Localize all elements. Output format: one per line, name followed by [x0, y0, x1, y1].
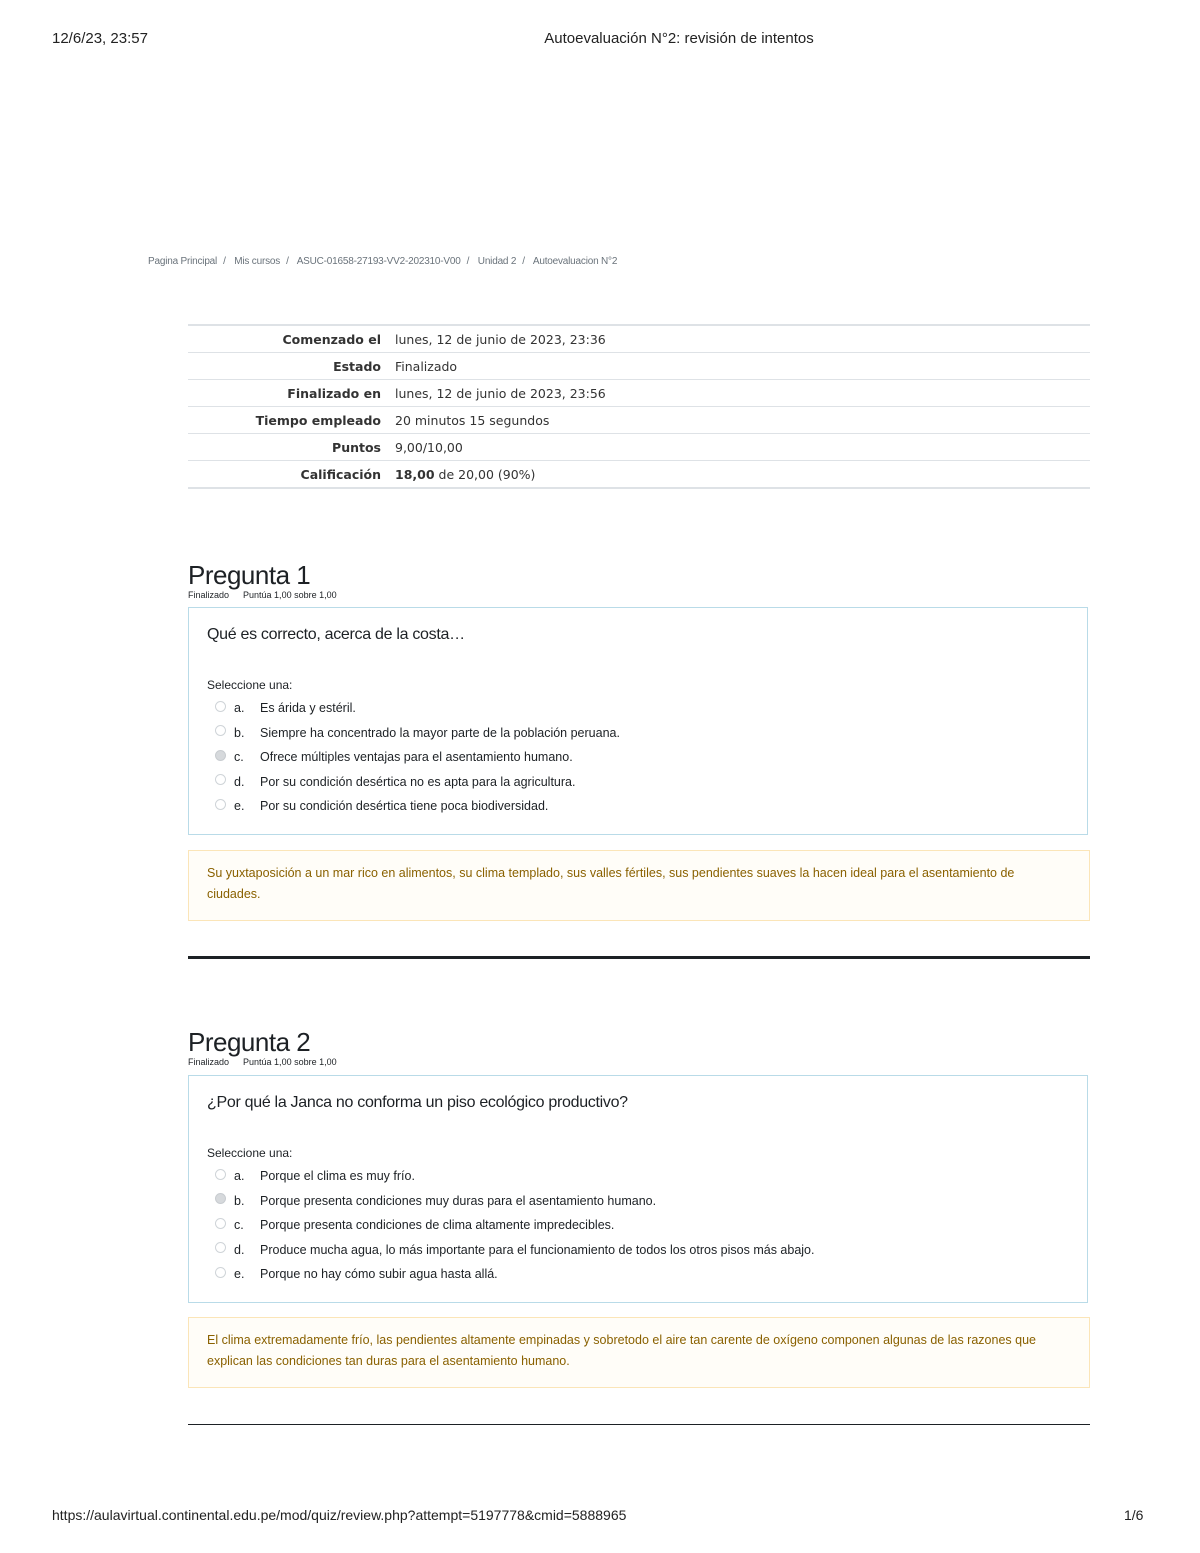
option-text: Porque presenta condiciones muy duras para el asentamiento humano. — [260, 1193, 657, 1208]
breadcrumb-quiz[interactable]: Autoevaluacion N°2 — [532, 256, 618, 267]
radio-button-selected[interactable] — [215, 750, 226, 761]
option-text: Porque presenta condiciones de clima altamente impredecibles. — [260, 1218, 615, 1233]
summary-row-time — [188, 407, 1090, 434]
breadcrumb-course[interactable]: ASUC-01658-27193-VV2-202310-V00 — [296, 256, 461, 267]
summary-label: Puntos — [332, 440, 381, 455]
breadcrumb-my-courses[interactable]: Mis cursos — [234, 256, 281, 267]
answer-option[interactable] — [215, 1238, 1087, 1263]
question-2-content — [188, 1075, 1088, 1303]
question-status: Finalizado — [188, 590, 230, 600]
question-info — [188, 590, 337, 600]
radio-button[interactable] — [215, 774, 226, 785]
summary-row-points — [188, 434, 1090, 461]
grade-value: 18,00 — [395, 467, 435, 482]
option-text: Porque el clima es muy frío. — [260, 1169, 415, 1184]
breadcrumb-unit[interactable]: Unidad 2 — [477, 256, 517, 267]
question-text: ¿Por qué la Janca no conforma un piso ecológico productivo? — [207, 1094, 628, 1111]
question-score: Puntúa 1,00 sobre 1,00 — [243, 590, 337, 600]
question-2-feedback: El clima extremadamente frío, las pendientes altamente empinadas y sobretodo el aire tan carente de oxígeno componen algunas de las razones que explican las condiciones tan duras para el asentamiento humano. — [188, 1317, 1090, 1388]
answer-option[interactable] — [215, 794, 1087, 819]
breadcrumb-home[interactable]: Pagina Principal — [148, 256, 218, 267]
radio-button[interactable] — [215, 1169, 226, 1180]
option-text: Es árida y estéril. — [260, 701, 356, 716]
answer-option[interactable] — [215, 745, 1087, 770]
summary-label: Estado — [333, 359, 381, 374]
summary-row-grade — [188, 461, 1090, 489]
option-letter: c. — [234, 750, 244, 765]
summary-row-started — [188, 325, 1090, 353]
summary-row-state — [188, 353, 1090, 380]
answer-option[interactable] — [215, 770, 1087, 795]
radio-button[interactable] — [215, 725, 226, 736]
radio-button[interactable] — [215, 799, 226, 810]
answer-option[interactable] — [215, 1164, 1087, 1189]
question-1-header — [188, 560, 337, 600]
option-text: Por su condición desértica tiene poca biodiversidad. — [260, 799, 549, 814]
question-title: Pregunta 2 — [188, 1027, 311, 1057]
radio-button-selected[interactable] — [215, 1193, 226, 1204]
option-text: Por su condición desértica no es apta para la agricultura. — [260, 774, 576, 789]
radio-button[interactable] — [215, 1218, 226, 1229]
option-text: Produce mucha agua, lo más importante para el funcionamiento de todos los otros pisos más abajo. — [260, 1242, 815, 1257]
option-letter: b. — [234, 725, 245, 740]
question-score: Puntúa 1,00 sobre 1,00 — [243, 1057, 337, 1067]
answer-prompt: Seleccione una: — [207, 678, 293, 692]
question-divider — [188, 956, 1090, 959]
question-1-content — [188, 607, 1088, 835]
grade-rest: de 20,00 (90%) — [434, 467, 536, 482]
summary-value — [389, 461, 1090, 489]
answer-option[interactable] — [215, 721, 1087, 746]
answer-option[interactable] — [215, 696, 1087, 721]
option-letter: e. — [234, 1267, 245, 1282]
question-info — [188, 1057, 337, 1067]
summary-label: Tiempo empleado — [255, 413, 381, 428]
summary-value: lunes, 12 de junio de 2023, 23:56 — [395, 386, 606, 401]
print-datetime: 12/6/23, 23:57 — [52, 30, 148, 47]
question-divider — [188, 1424, 1090, 1425]
option-text: Porque no hay cómo subir agua hasta allá. — [260, 1267, 498, 1282]
radio-button[interactable] — [215, 701, 226, 712]
question-2-header — [188, 1027, 337, 1067]
radio-button[interactable] — [215, 1267, 226, 1278]
summary-value: 9,00/10,00 — [395, 440, 463, 455]
answer-option[interactable] — [215, 1262, 1087, 1287]
summary-value: Finalizado — [395, 359, 458, 374]
summary-label: Finalizado en — [287, 386, 381, 401]
answer-options — [189, 696, 1087, 819]
summary-label: Calificación — [300, 467, 381, 482]
summary-value: 20 minutos 15 segundos — [395, 413, 550, 428]
answer-option[interactable] — [215, 1213, 1087, 1238]
attempt-summary-table — [188, 324, 1090, 489]
question-status: Finalizado — [188, 1057, 230, 1067]
print-url: https://aulavirtual.continental.edu.pe/mod/quiz/review.php?attempt=5197778&cmid=5888965 — [52, 1507, 627, 1523]
option-letter: b. — [234, 1193, 245, 1208]
option-letter: a. — [234, 1169, 245, 1184]
option-text: Siempre ha concentrado la mayor parte de la población peruana. — [260, 725, 620, 740]
breadcrumb: Pagina Principal / Mis cursos / ASUC-01658-27193-VV2-202310-V00 / Unidad 2 / Autoevaluacion N°2 — [148, 256, 618, 267]
answer-option[interactable] — [215, 1189, 1087, 1214]
question-title: Pregunta 1 — [188, 560, 311, 590]
option-letter: d. — [234, 1242, 245, 1257]
option-letter: e. — [234, 799, 245, 814]
question-1-feedback: Su yuxtaposición a un mar rico en alimentos, su clima templado, sus valles fértiles, sus pendientes suaves la hacen ideal para el asentamiento de ciudades. — [188, 850, 1090, 921]
answer-options — [189, 1164, 1087, 1287]
question-text: Qué es correcto, acerca de la costa… — [207, 626, 465, 643]
summary-label: Comenzado el — [282, 332, 381, 347]
summary-value: lunes, 12 de junio de 2023, 23:36 — [395, 332, 606, 347]
answer-prompt: Seleccione una: — [207, 1146, 293, 1160]
summary-row-finished — [188, 380, 1090, 407]
print-page-number: 1/6 — [1124, 1507, 1144, 1523]
option-letter: c. — [234, 1218, 244, 1233]
option-letter: d. — [234, 774, 245, 789]
radio-button[interactable] — [215, 1242, 226, 1253]
print-page-title: Autoevaluación N°2: revisión de intentos — [544, 30, 814, 47]
option-text: Ofrece múltiples ventajas para el asentamiento humano. — [260, 750, 573, 765]
option-letter: a. — [234, 701, 245, 716]
